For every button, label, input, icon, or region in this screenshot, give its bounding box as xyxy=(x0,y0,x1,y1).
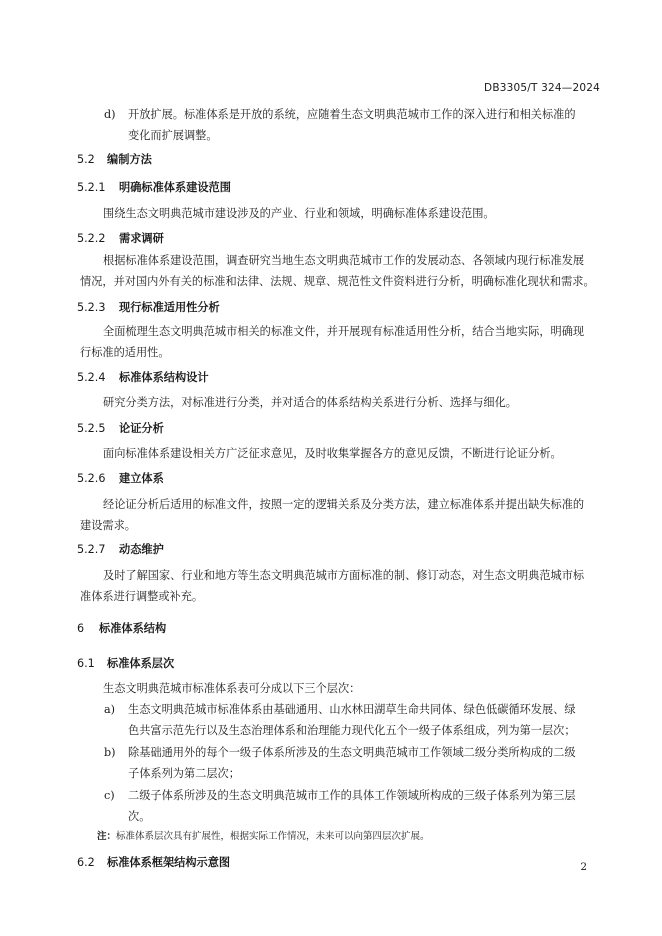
section-5-2-7-line-1: 及时了解国家、行业和地方等生态文明典范城市方面标准的制、修订动态，对生态文明典范城市标 xyxy=(103,569,585,582)
section-6-1-intro: 生态文明典范城市标准体系表可分成以下三个层次： xyxy=(103,682,361,695)
item-c-line-1: 二级子体系所涉及的生态文明典范城市工作的具体工作领域所构成的三级子体系列为第三层 xyxy=(128,789,576,802)
section-6-2-heading: 6.2 标准体系框架结构示意图 xyxy=(77,856,231,869)
section-5-2-heading: 5.2 编制方法 xyxy=(77,153,152,166)
section-6-heading: 6 标准体系结构 xyxy=(77,622,167,635)
section-5-2-3-line-1: 全面梳理生态文明典范城市相关的标准文件，并开展现有标准适用性分析，结合当地实际，明确现 xyxy=(103,325,585,338)
item-b-line-1: 除基础通用外的每个一级子体系所涉及的生态文明典范城市工作领域二级分类所构成的二级 xyxy=(128,746,576,759)
section-5-2-5-heading: 5.2.5 论证分析 xyxy=(77,422,164,435)
item-c-line-2: 次。 xyxy=(128,810,151,823)
list-marker-c: c) xyxy=(104,789,115,802)
section-5-2-6-heading: 5.2.6 建立体系 xyxy=(77,472,164,485)
item-a-line-2: 色共富示范先行以及生态治理体系和治理能力现代化五个一级子体系组成，列为第一层次； xyxy=(128,724,576,737)
section-5-2-6-line-2: 建设需求。 xyxy=(80,519,136,532)
section-5-2-1-text: 围绕生态文明典范城市建设涉及的产业、行业和领域，明确标准体系建设范围。 xyxy=(103,207,495,220)
section-5-2-1-heading: 5.2.1 明确标准体系建设范围 xyxy=(77,181,231,194)
section-5-2-2-line-2: 情况，并对国内外有关的标准和法律、法规、规章、规范性文件资料进行分析，明确标准化现状和需求。 xyxy=(80,275,595,288)
item-d-line-1: 开放扩展。标准体系是开放的系统，应随着生态文明典范城市工作的深入进行和相关标准的 xyxy=(128,108,576,121)
list-marker-a: a) xyxy=(104,703,116,716)
section-5-2-2-heading: 5.2.2 需求调研 xyxy=(77,232,164,245)
section-5-2-4-text: 研究分类方法，对标准进行分类，并对适合的体系结构关系进行分析、选择与细化。 xyxy=(103,396,517,409)
section-6-1-heading: 6.1 标准体系层次 xyxy=(77,657,175,670)
list-marker-b: b) xyxy=(104,746,116,759)
document-code: DB3305/T 324—2024 xyxy=(484,82,600,94)
section-5-2-7-heading: 5.2.7 动态维护 xyxy=(77,543,164,556)
section-5-2-5-text: 面向标准体系建设相关方广泛征求意见，及时收集掌握各方的意见反馈，不断进行论证分析。 xyxy=(103,447,562,460)
item-a-line-1: 生态文明典范城市标准体系由基础通用、山水林田湖草生命共同体、绿色低碳循环发展、绿 xyxy=(128,703,576,716)
page-number: 2 xyxy=(580,861,587,873)
list-marker-d: d) xyxy=(104,108,116,121)
section-5-2-2-line-1: 根据标准体系建设范围，调查研究当地生态文明典范城市工作的发展动态、各领域内现行标准发展 xyxy=(103,254,585,267)
item-b-line-2: 子体系列为第二层次； xyxy=(128,767,240,780)
section-5-2-6-line-1: 经论证分析后适用的标准文件，按照一定的逻辑关系及分类方法，建立标准体系并提出缺失标准的 xyxy=(103,498,585,511)
note: 注：标准体系层次具有扩展性，根据实际工作情况，未来可以向第四层次扩展。 xyxy=(97,831,430,842)
section-5-2-3-line-2: 行标准的适用性。 xyxy=(80,346,170,359)
section-5-2-7-line-2: 准体系进行调整或补充。 xyxy=(80,590,204,603)
section-5-2-4-heading: 5.2.4 标准体系结构设计 xyxy=(77,371,209,384)
section-5-2-3-heading: 5.2.3 现行标准适用性分析 xyxy=(77,301,220,314)
item-d-line-2: 变化而扩展调整。 xyxy=(128,129,218,142)
